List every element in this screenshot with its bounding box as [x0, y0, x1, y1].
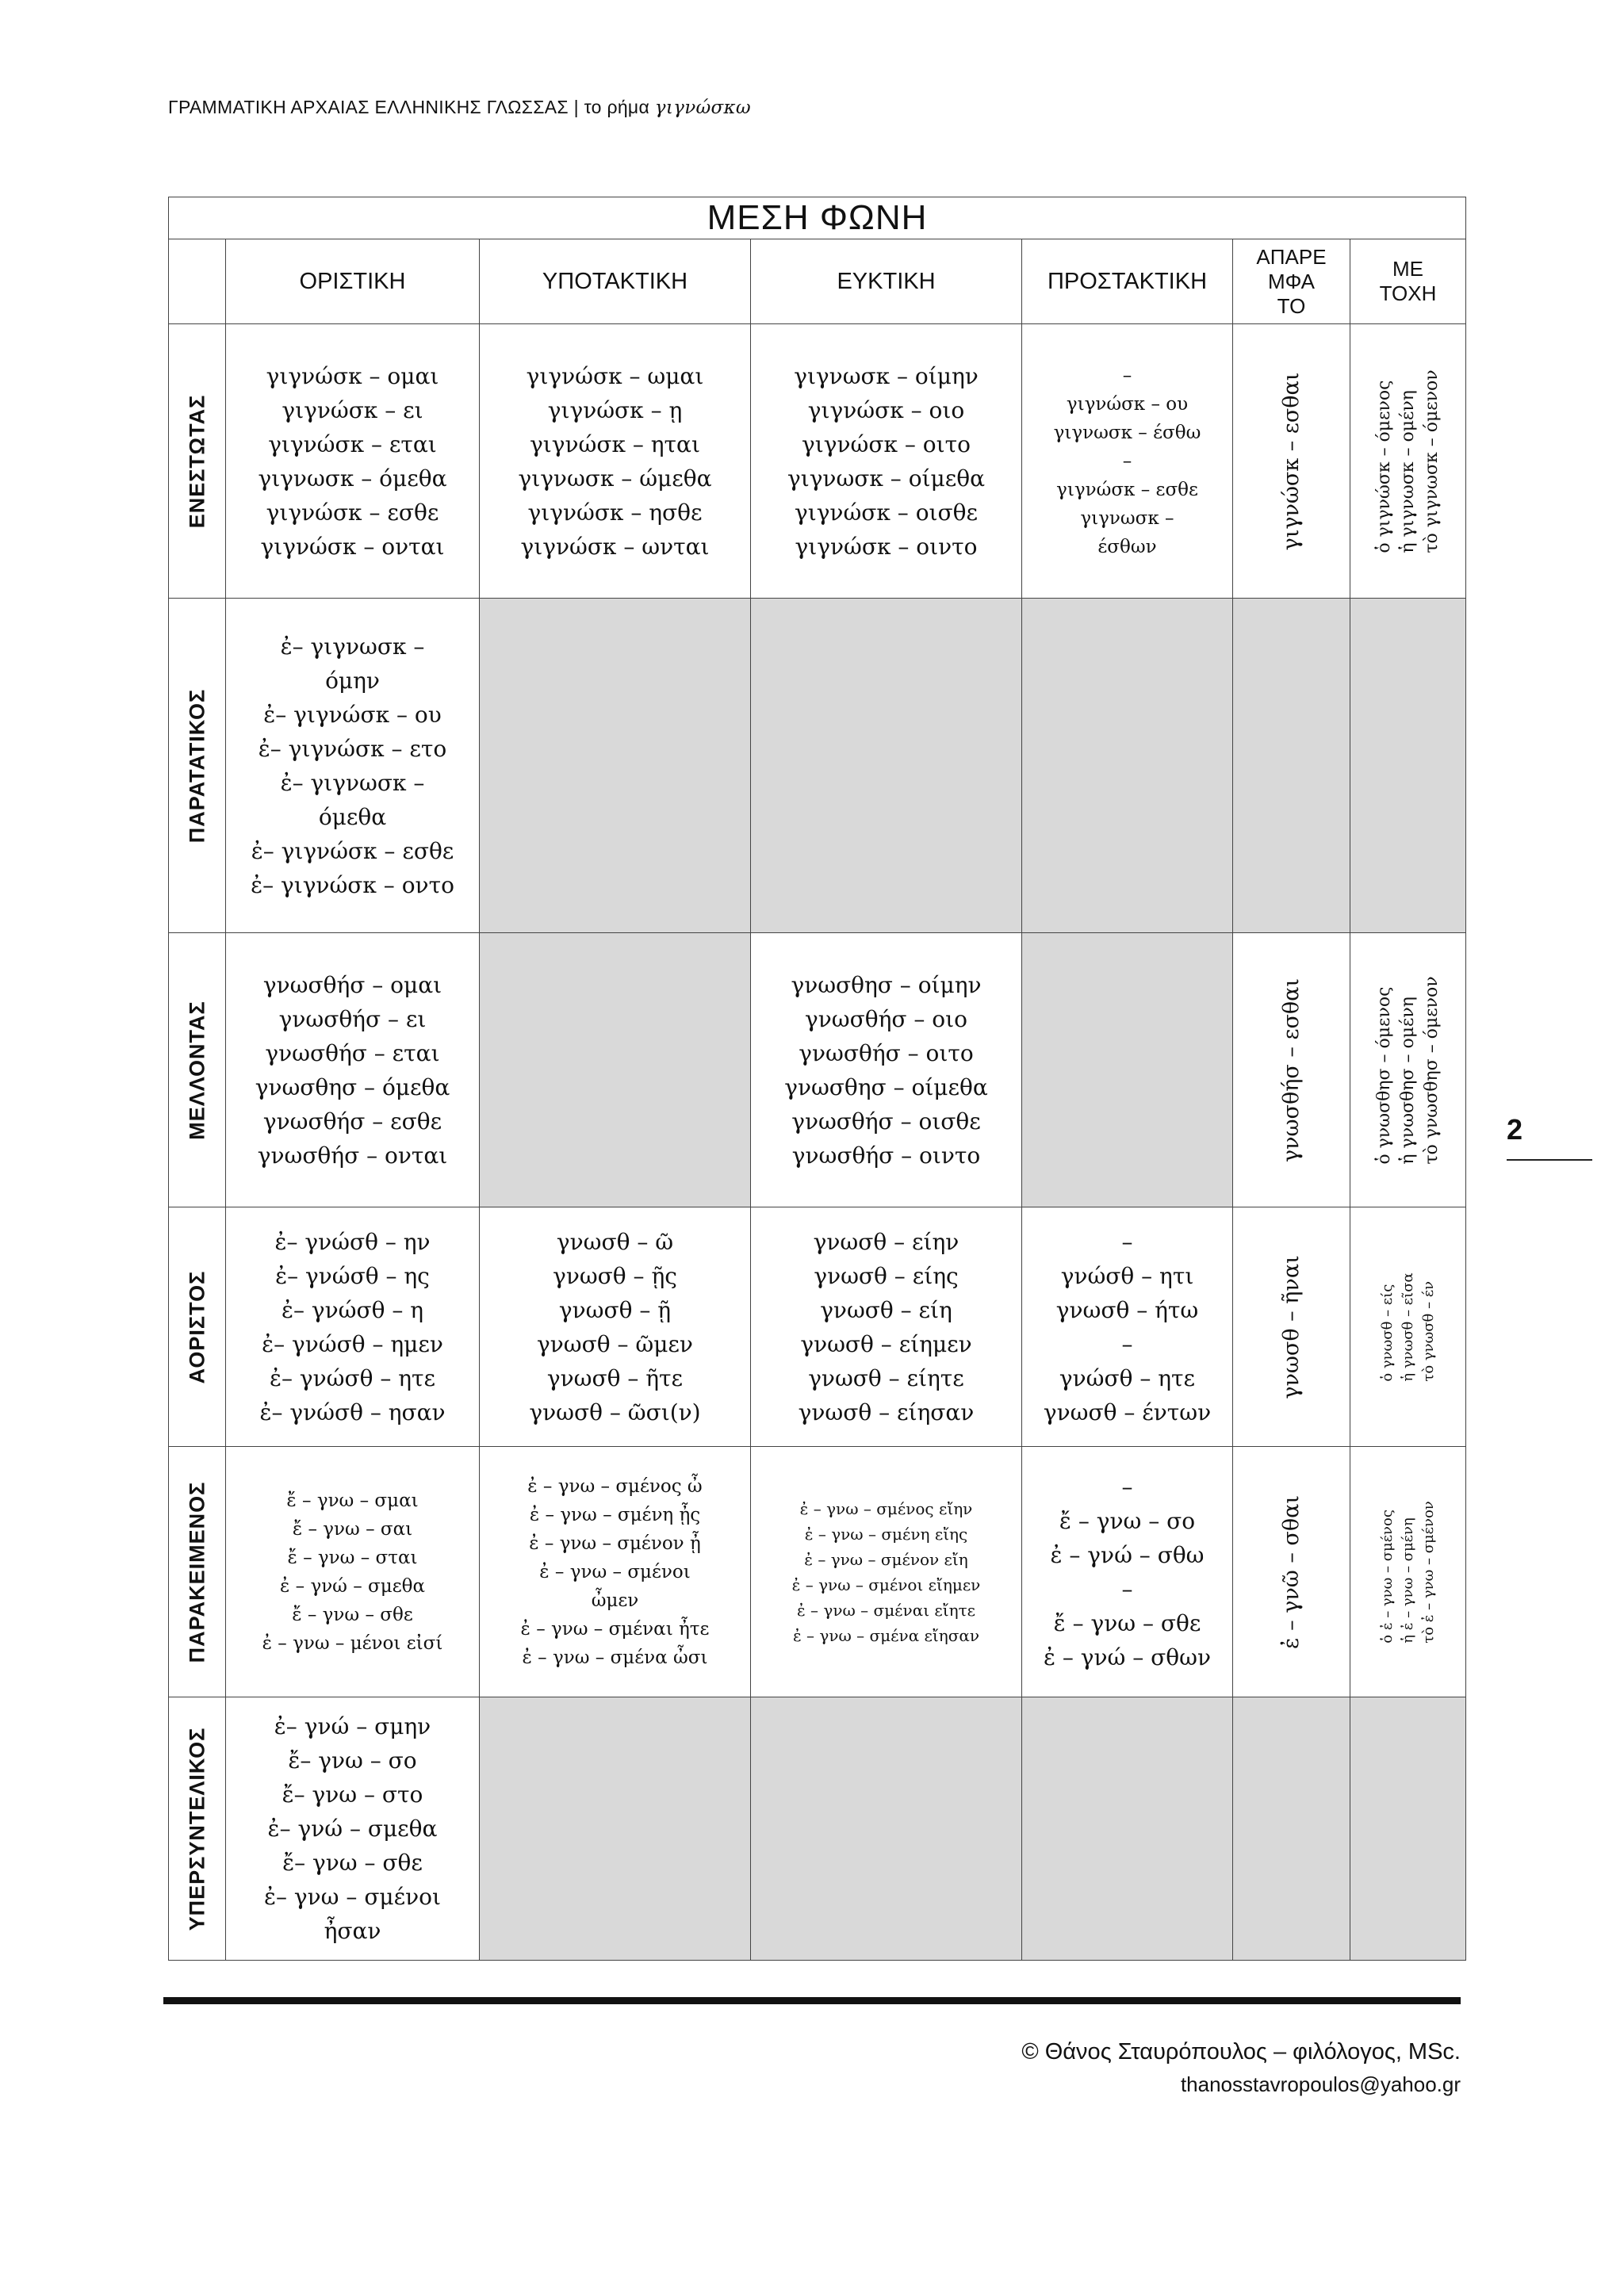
form-line: γνωσθήσ – οιο: [805, 1005, 967, 1032]
cell-aoristos-aparemfato: [1233, 1207, 1350, 1447]
cell-paratatikos-oristiki: [226, 599, 480, 933]
form-line: ἐ– γιγνώσκ – ου: [263, 701, 442, 728]
form-line: γνωσθ – ῆτε: [546, 1364, 684, 1391]
row-header-parakeimenos: ΠΑΡΑΚΕΙΜΕΝΟΣ: [169, 1447, 226, 1697]
form-line: ἔ– γνω – σο: [288, 1747, 417, 1774]
cell-empty: [1350, 1697, 1466, 1961]
form-line: όμην: [325, 667, 380, 694]
col-header-efktiki: ΕΥΚΤΙΚΗ: [751, 239, 1022, 324]
cell-empty: [1022, 1697, 1233, 1961]
form-line: ἐ– γνώσθ – η: [281, 1296, 424, 1323]
form-line: γνωσθήσ – εσθε: [262, 1108, 442, 1135]
form-line: γνωσθ – ήτω: [1055, 1296, 1199, 1323]
form-line: ἐ– γιγνώσκ – οντο: [251, 871, 454, 898]
form-line: ἐ – γνω – σμέναι εἴητε: [796, 1600, 976, 1620]
cell-mellontas-metochi: [1350, 933, 1466, 1207]
cell-mellontas-efktiki: [751, 933, 1022, 1207]
form-line: –: [1121, 1473, 1133, 1500]
form-line: ἔ– γνω – στο: [282, 1781, 423, 1808]
form-line: γνωσθ – είη: [820, 1296, 952, 1323]
page-number: 2: [1507, 1113, 1523, 1146]
form-line: γνωσθ – είητε: [808, 1364, 964, 1391]
form-line: τὸ γιγνωσκ – όμενον: [1421, 369, 1442, 553]
enestotas-metochi-text: [1373, 369, 1444, 553]
form-line: ἦσαν: [324, 1918, 381, 1944]
form-line: ἐ – γνω – σμένον ᾖ: [529, 1533, 701, 1554]
cell-empty: [480, 599, 751, 933]
form-line: γιγνώσκ – ῃ: [547, 396, 683, 423]
conjugation-table: [168, 197, 1466, 1961]
form-line: ἡ γιγνωσκ – ομένη: [1397, 389, 1418, 553]
form-line: γνωσθ – ῶμεν: [537, 1330, 693, 1357]
form-line: ἐ – γνω – σμένη ᾖς: [529, 1504, 701, 1525]
header-verb: γιγνώσκω: [654, 98, 751, 118]
table-title: ΜΕΣΗ ΦΩΝΗ: [169, 197, 1466, 239]
form-line: γιγνώσκ – οιτο: [802, 430, 971, 457]
form-line: τὸ ἐ – γνω – σμένον: [1419, 1500, 1437, 1644]
form-line: γνωσθήσ – ει: [278, 1005, 427, 1032]
mellontas-metochi-text: [1373, 976, 1444, 1164]
form-line: γνωσθ – έντων: [1043, 1399, 1212, 1425]
form-line: ὦμεν: [591, 1590, 639, 1611]
form-line: γνωσθήσ – οιτο: [799, 1039, 974, 1066]
form-line: γιγνωσκ – όμεθα: [258, 465, 447, 492]
form-line: ἐ – γνω – μένοι εἰσί: [262, 1632, 443, 1654]
row-header-ypersyntelikos: ΥΠΕΡΣΥΝΤΕΛΙΚΟΣ: [169, 1697, 226, 1961]
form-line: γνωσθ – είημεν: [800, 1330, 972, 1357]
form-line: ἐ – γνω – σμέναι ἦτε: [520, 1618, 710, 1640]
form-line: γνωσθ – είην: [813, 1228, 959, 1255]
cell-aoristos-oristiki: [226, 1207, 480, 1447]
form-line: ἐ– γνώσθ – ης: [275, 1262, 430, 1289]
cell-empty: [1022, 599, 1233, 933]
form-line: γιγνώσκ – εται: [268, 430, 437, 457]
cell-empty: [751, 599, 1022, 933]
enestotas-aparemfato-text: γιγνώσκ – εσθαι: [1278, 372, 1304, 550]
form-line: ἐ– γιγνωσκ –: [280, 633, 425, 660]
form-line: ἐ– γιγνώσκ – εσθε: [251, 837, 454, 864]
form-line: γιγνώσκ – ωμαι: [526, 362, 704, 389]
col-header-oristiki: ΟΡΙΣΤΙΚΗ: [226, 239, 480, 324]
form-line: γνωσθήσ – ομαι: [262, 971, 442, 998]
col-header-aparemfato: [1233, 239, 1350, 324]
col-header-metochi: [1350, 239, 1466, 324]
form-line: ἐ – γνώ – σθω: [1050, 1541, 1205, 1568]
cell-empty: [480, 933, 751, 1207]
cell-aoristos-prostaktiki: [1022, 1207, 1233, 1447]
parakeimenos-metochi-text: [1377, 1501, 1439, 1643]
col-header-ypotaktiki: ΥΠΟΤΑΚΤΙΚΗ: [480, 239, 751, 324]
form-line: ἐ – γνω – σμένα ὦσι: [522, 1647, 708, 1668]
form-line: γνωσθ – ῶσι(ν): [529, 1399, 701, 1425]
form-line: γνωσθ – ῇ: [558, 1296, 672, 1323]
form-line: έσθων: [1097, 536, 1157, 557]
form-line: ἐ – γνω – σμένοι εἴημεν: [791, 1575, 981, 1594]
form-line: γιγνώσκ – ωνται: [520, 533, 710, 560]
form-line: γιγνώσκ – ησθε: [527, 499, 703, 526]
cell-parakeimenos-aparemfato: [1233, 1447, 1350, 1697]
form-line: ἔ– γνω – σθε: [282, 1850, 423, 1876]
form-line: ἔ – γνω – σμαι: [286, 1490, 419, 1511]
cell-enestotas-metochi: [1350, 324, 1466, 599]
form-line: γιγνωσκ – έσθω: [1053, 422, 1201, 443]
row-header-paratatikos: ΠΑΡΑΤΑΤΙΚΟΣ: [169, 599, 226, 933]
cell-enestotas-oristiki: [226, 324, 480, 599]
col-header-aparemfato-text: ΑΠΑΡΕ ΜΦΑ ΤΟ: [1256, 244, 1327, 318]
form-line: γιγνώσκ – οιο: [807, 396, 965, 423]
cell-empty: [1233, 599, 1350, 933]
cell-parakeimenos-oristiki: [226, 1447, 480, 1697]
form-line: –: [1122, 450, 1132, 472]
form-line: ὁ γιγνώσκ – όμενος: [1373, 380, 1394, 553]
form-line: γιγνώσκ – οιντο: [795, 533, 978, 560]
cell-empty: [1350, 599, 1466, 933]
form-line: ἡ γνωσθ – εῖσα: [1399, 1272, 1416, 1382]
form-line: γνώσθ – ητι: [1060, 1262, 1194, 1289]
form-line: –: [1121, 1330, 1133, 1357]
form-line: ἐ– γνώσθ – ητε: [269, 1364, 436, 1391]
form-line: γνωσθ – ῇς: [553, 1262, 677, 1289]
form-line: ἐ – γνω – σμένα εἴησαν: [792, 1625, 980, 1645]
form-line: γνωσθησ – οίμην: [791, 971, 982, 998]
header-prefix: ΓΡΑΜΜΑΤΙΚΗ ΑΡΧΑΙΑΣ ΕΛΛΗΝΙΚΗΣ ΓΛΩΣΣΑΣ | το ρήμα: [168, 97, 650, 117]
form-line: ἐ – γνω – σμένον εἴη: [804, 1549, 968, 1569]
form-line: –: [1121, 1228, 1133, 1255]
page-number-rule: [1507, 1159, 1592, 1161]
row-header-mellontas: ΜΕΛΛΟΝΤΑΣ: [169, 933, 226, 1207]
form-line: γνωσθ – ῶ: [556, 1228, 674, 1255]
mellontas-aparemfato-text: γνωσθήσ – εσθαι: [1278, 978, 1304, 1162]
cell-aoristos-efktiki: [751, 1207, 1022, 1447]
form-line: ἐ– γνώ – σμην: [274, 1713, 431, 1739]
form-line: ἐ – γνω – σμένη εἴης: [804, 1524, 968, 1544]
form-line: γιγνώσκ – ει: [282, 396, 423, 423]
form-line: γνωσθήσ – οιντο: [791, 1142, 981, 1169]
form-line: γνωσθησ – όμεθα: [255, 1073, 450, 1100]
cell-enestotas-ypotaktiki: [480, 324, 751, 599]
cell-enestotas-prostaktiki: [1022, 324, 1233, 599]
cell-empty: [480, 1697, 751, 1961]
form-line: γνωσθ – είησαν: [798, 1399, 975, 1425]
form-line: γιγνωσκ – οίμεθα: [787, 465, 986, 492]
cell-parakeimenos-efktiki: [751, 1447, 1022, 1697]
page-header: [168, 97, 751, 118]
corner-cell: [169, 239, 226, 324]
form-line: γιγνώσκ – οισθε: [794, 499, 979, 526]
col-header-prostaktiki: ΠΡΟΣΤΑΚΤΙΚΗ: [1022, 239, 1233, 324]
col-header-metochi-text: ΜΕ ΤΟΧΗ: [1379, 257, 1437, 305]
form-line: γνωσθήσ – οισθε: [791, 1108, 981, 1135]
form-line: γνωσθ – είης: [814, 1262, 959, 1289]
form-line: ἐ – γνω – σμένοι: [539, 1561, 691, 1582]
aoristos-metochi-text: [1377, 1272, 1439, 1381]
cell-enestotas-aparemfato: [1233, 324, 1350, 599]
footer-divider: [163, 1997, 1461, 2004]
form-line: γνωσθησ – οίμεθα: [784, 1073, 988, 1100]
form-line: ὁ ἐ – γνω – σμένος: [1378, 1509, 1396, 1644]
form-line: γιγνώσκ – ομαι: [266, 362, 439, 389]
cell-aoristos-ypotaktiki: [480, 1207, 751, 1447]
form-line: γιγνώσκ – ου: [1066, 393, 1189, 415]
form-line: γιγνωσκ – οίμην: [794, 362, 979, 389]
form-line: ἔ – γνω – σθε: [292, 1604, 413, 1625]
form-line: ἐ– γνώσθ – ημεν: [262, 1330, 443, 1357]
aoristos-aparemfato-text: γνωσθ – ῆναι: [1278, 1254, 1304, 1399]
form-line: ἐ – γνω – σμένος ὦ: [527, 1475, 703, 1497]
form-line: γνωσθήσ – ονται: [257, 1142, 448, 1169]
form-line: ἐ – γνώ – σθων: [1043, 1644, 1212, 1670]
form-line: ἐ– γνώσθ – ησαν: [259, 1399, 446, 1425]
cell-aoristos-metochi: [1350, 1207, 1466, 1447]
form-line: –: [1121, 1575, 1133, 1602]
form-line: γνώσθ – ητε: [1059, 1364, 1196, 1391]
form-line: γιγνωσκ –: [1080, 507, 1174, 529]
form-line: γνωσθήσ – εται: [265, 1039, 440, 1066]
form-line: ἡ ἐ – γνω – σμένη: [1399, 1517, 1416, 1644]
form-line: ἐ– γνώ – σμεθα: [267, 1816, 438, 1842]
form-line: ἡ γνωσθησ – ομένη: [1397, 996, 1418, 1165]
parakeimenos-aparemfato-text: ἐ – γνῶ – σθαι: [1278, 1494, 1304, 1649]
form-line: ἐ– γιγνωσκ –: [280, 769, 425, 796]
form-line: όμεθα: [318, 803, 387, 830]
row-header-aoristos: ΑΟΡΙΣΤΟΣ: [169, 1207, 226, 1447]
form-line: ἐ– γνω – σμένοι: [264, 1884, 441, 1910]
cell-empty: [1022, 933, 1233, 1207]
form-line: γιγνωσκ – ώμεθα: [518, 465, 712, 492]
cell-parakeimenos-metochi: [1350, 1447, 1466, 1697]
cell-parakeimenos-ypotaktiki: [480, 1447, 751, 1697]
form-line: γιγνώσκ – ηται: [530, 430, 700, 457]
form-line: γιγνώσκ – εσθε: [266, 499, 439, 526]
row-header-enestotas: ΕΝΕΣΤΩΤΑΣ: [169, 324, 226, 599]
cell-mellontas-aparemfato: [1233, 933, 1350, 1207]
form-line: ὁ γνωσθ – είς: [1378, 1284, 1396, 1382]
cell-parakeimenos-prostaktiki: [1022, 1447, 1233, 1697]
form-line: ἔ – γνω – σται: [287, 1547, 418, 1568]
form-line: –: [1122, 365, 1132, 386]
cell-mellontas-oristiki: [226, 933, 480, 1207]
form-line: τὸ γνωσθ – έν: [1419, 1280, 1437, 1382]
form-line: ἔ – γνω – σο: [1059, 1507, 1196, 1534]
form-line: ὁ γνωσθησ – όμενος: [1373, 986, 1394, 1165]
form-line: ἐ – γνώ – σμεθα: [279, 1575, 425, 1597]
form-line: ἐ – γνω – σμένος εἴην: [799, 1498, 973, 1518]
form-line: ἐ– γιγνώσκ – ετο: [258, 735, 447, 762]
form-line: τὸ γνωσθησ – όμενον: [1421, 975, 1442, 1165]
form-line: ἔ – γνω – σθε: [1053, 1609, 1201, 1636]
cell-enestotas-efktiki: [751, 324, 1022, 599]
form-line: ἐ– γνώσθ – ην: [274, 1228, 431, 1255]
cell-empty: [751, 1697, 1022, 1961]
cell-empty: [1233, 1697, 1350, 1961]
footer-email: thanosstavropoulos@yahoo.gr: [1180, 2072, 1461, 2096]
form-line: γιγνώσκ – ονται: [260, 533, 445, 560]
footer-credit: © Θάνος Σταυρόπουλος – φιλόλογος, MSc.: [1021, 2039, 1461, 2064]
cell-ypersyntelikos-oristiki: [226, 1697, 480, 1961]
form-line: ἔ – γνω – σαι: [292, 1518, 413, 1540]
form-line: γιγνώσκ – εσθε: [1056, 479, 1198, 500]
